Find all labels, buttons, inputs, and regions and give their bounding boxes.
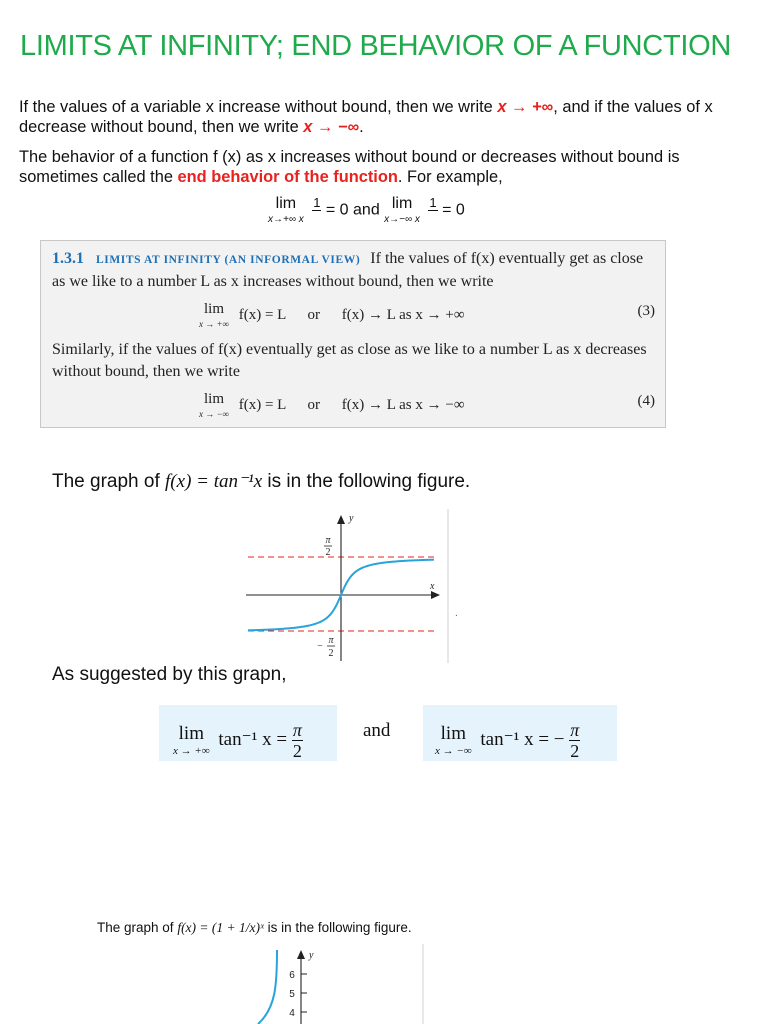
tick-label-4: 4 (289, 1008, 295, 1019)
x-to-minus-infinity: x → −∞ (303, 118, 360, 136)
definition-box (40, 240, 666, 428)
example-lim-2: lim x→−∞ x (384, 195, 420, 225)
limit-result-minus (423, 705, 617, 761)
exp-caption: The graph of f(x) = (1 + 1/x)ˣ is in the following figure. (97, 920, 412, 935)
bottom-pi-label: π (328, 635, 334, 646)
end-behavior-highlight: end behavior of the function (177, 168, 398, 186)
definition-text-1 (52, 248, 656, 293)
tick-label-5: 5 (289, 989, 295, 1000)
equation-3: lim x → +∞ f(x) = L or f(x) → L as x → +∞ (199, 301, 465, 329)
y-axis-label: y (349, 513, 354, 524)
intro-text-c: . (359, 118, 364, 136)
end-behavior-text-b: . For example, (397, 168, 503, 186)
top-two-label: 2 (325, 547, 331, 558)
example-fraction-2: 1 (429, 195, 437, 210)
definition-number: 1.3.1 (52, 250, 84, 267)
bottom-two-label: 2 (328, 648, 334, 659)
exp-graph (250, 944, 440, 1024)
intro-text-b: , and if the values of x decrease without bound, then we write (19, 98, 713, 136)
definition-body-1: If the values of f(x) eventually get as close as we like to a number L as x increases without bound, then we write (52, 250, 644, 290)
definition-text-2: Similarly, if the values of f(x) eventually get as close as we like to a number L as x decreases without bound, then we write (52, 341, 647, 380)
arctan-caption: The graph of f(x) = tan⁻¹x is in the following figure. (52, 471, 471, 492)
arctan-graph (240, 505, 470, 665)
equation-4: lim x → −∞ f(x) = L or f(x) → L as x → −∞ (199, 391, 465, 419)
and-word: and (363, 720, 391, 741)
intro-paragraph (19, 97, 735, 137)
tick-label-6: 6 (289, 970, 295, 981)
bottom-minus-label: − (317, 641, 323, 652)
example-lim-1: lim x→+∞ x (268, 195, 304, 225)
limit-result-plus-body: lim x → +∞ tan⁻¹ x = $\frac{\pi}{2}$ (173, 720, 302, 761)
graph2-y-axis-arrow-icon (297, 950, 305, 959)
x-axis-label: x (430, 581, 435, 592)
top-pi-label: π (325, 535, 331, 546)
x-to-plus-infinity: x → +∞ (497, 98, 554, 116)
example-fraction-1: 1 (313, 195, 321, 210)
suggested-caption: As suggested by this grapn, (52, 664, 287, 685)
end-behavior-text-a: The behavior of a function f (x) as x increases without bound or decreases without bound is sometimes called the (19, 148, 680, 186)
exp-curve (258, 950, 277, 1024)
equation-3-number: (3) (637, 303, 655, 319)
limit-result-plus (159, 705, 337, 761)
example-limits (268, 196, 465, 225)
equation-4-number: (4) (637, 393, 655, 409)
y-axis-arrow-icon (337, 515, 345, 524)
end-behavior-paragraph (19, 147, 735, 187)
intro-text-a: If the values of a variable x increase without bound, then we write (19, 98, 498, 116)
example-equals-and: = 0 and (325, 201, 380, 219)
definition-heading: LIMITS AT INFINITY (AN INFORMAL VIEW) (96, 254, 361, 266)
arctan-formula: f(x) = tan⁻¹x (165, 471, 263, 492)
example-equals-zero: = 0 (442, 201, 465, 219)
graph2-y-label: y (309, 950, 314, 961)
exp-formula: f(x) = (1 + 1/x)ˣ (177, 920, 264, 935)
x-axis-arrow-icon (431, 591, 440, 599)
limit-result-minus-body: lim x → −∞ tan⁻¹ x = − $\frac{\pi}{2}$ (435, 720, 580, 761)
stray-dot: . (455, 608, 458, 619)
page-title: LIMITS AT INFINITY; END BEHAVIOR OF A FUNCTION (20, 30, 732, 62)
